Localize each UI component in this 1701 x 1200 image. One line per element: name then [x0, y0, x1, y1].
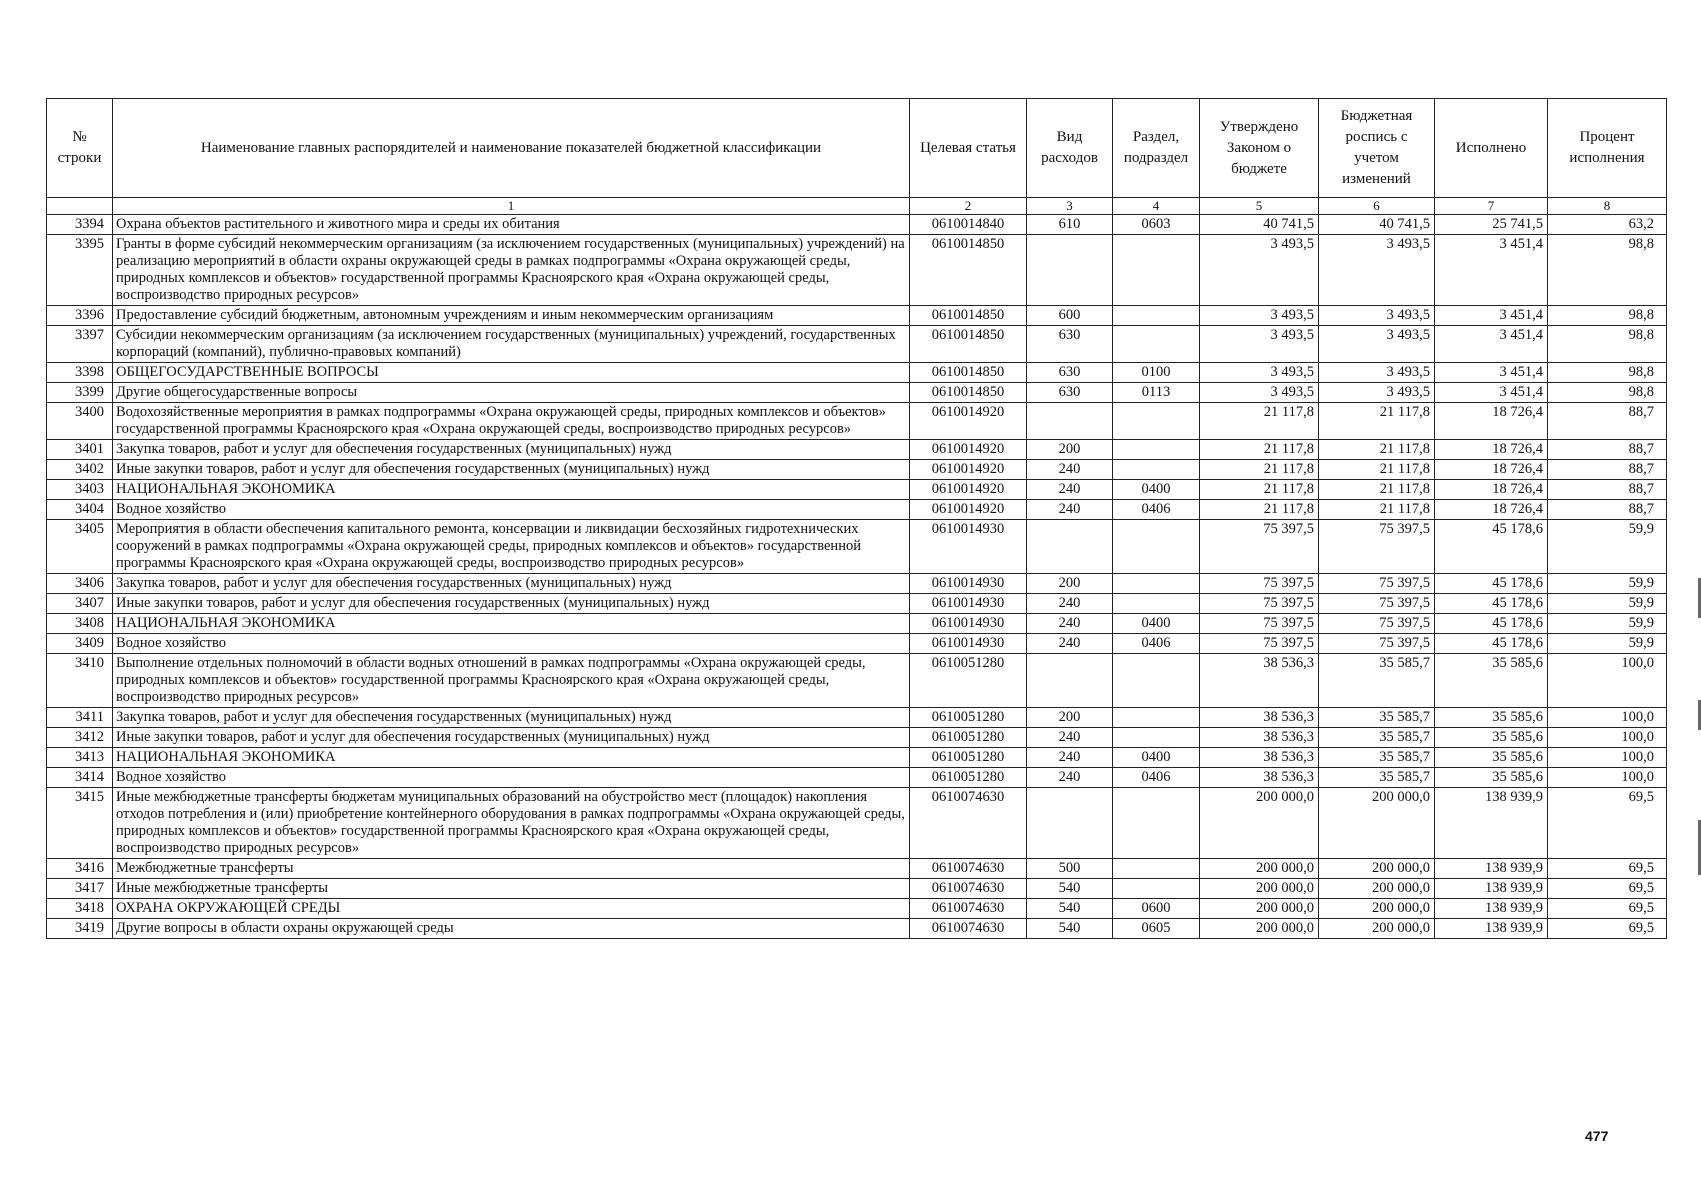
executed-amount: 18 726,4 — [1435, 480, 1548, 500]
executed-amount: 35 585,6 — [1435, 708, 1548, 728]
row-number: 3412 — [47, 728, 113, 748]
col-number: 5 — [1200, 198, 1319, 215]
section-code — [1113, 235, 1200, 306]
section-code — [1113, 654, 1200, 708]
section-code: 0400 — [1113, 480, 1200, 500]
expense-type — [1027, 403, 1113, 440]
table-row — [47, 215, 1667, 235]
budget-amount: 35 585,7 — [1319, 728, 1435, 748]
approved-amount: 38 536,3 — [1200, 768, 1319, 788]
target-article: 0610014930 — [910, 634, 1027, 654]
execution-percent: 98,8 — [1548, 235, 1667, 306]
execution-percent: 100,0 — [1548, 748, 1667, 768]
row-number: 3399 — [47, 383, 113, 403]
row-number: 3405 — [47, 520, 113, 574]
section-code: 0400 — [1113, 614, 1200, 634]
budget-amount: 200 000,0 — [1319, 919, 1435, 939]
execution-percent: 98,8 — [1548, 306, 1667, 326]
table-row — [47, 919, 1667, 939]
table-row — [47, 879, 1667, 899]
target-article: 0610014850 — [910, 235, 1027, 306]
budget-amount: 21 117,8 — [1319, 403, 1435, 440]
approved-amount: 3 493,5 — [1200, 235, 1319, 306]
section-code — [1113, 520, 1200, 574]
budget-amount: 75 397,5 — [1319, 614, 1435, 634]
table-row — [47, 306, 1667, 326]
expense-type: 240 — [1027, 728, 1113, 748]
budget-amount: 75 397,5 — [1319, 520, 1435, 574]
col-number: 7 — [1435, 198, 1548, 215]
execution-percent: 88,7 — [1548, 460, 1667, 480]
approved-amount: 38 536,3 — [1200, 748, 1319, 768]
table-row — [47, 899, 1667, 919]
row-number: 3415 — [47, 788, 113, 859]
approved-amount: 3 493,5 — [1200, 383, 1319, 403]
expense-type: 600 — [1027, 306, 1113, 326]
header-row — [47, 99, 1667, 198]
expense-type: 240 — [1027, 460, 1113, 480]
row-number: 3404 — [47, 500, 113, 520]
approved-amount: 38 536,3 — [1200, 654, 1319, 708]
execution-percent: 59,9 — [1548, 520, 1667, 574]
executed-amount: 3 451,4 — [1435, 326, 1548, 363]
row-name: Охрана объектов растительного и животного мира и среды их обитания — [113, 215, 910, 235]
target-article: 0610051280 — [910, 654, 1027, 708]
executed-amount: 45 178,6 — [1435, 520, 1548, 574]
executed-amount: 45 178,6 — [1435, 594, 1548, 614]
section-code: 0605 — [1113, 919, 1200, 939]
table-row — [47, 788, 1667, 859]
budget-amount: 35 585,7 — [1319, 748, 1435, 768]
col-number: 6 — [1319, 198, 1435, 215]
row-name: Закупка товаров, работ и услуг для обеспечения государственных (муниципальных) нужд — [113, 708, 910, 728]
row-name: Иные закупки товаров, работ и услуг для обеспечения государственных (муниципальных) нужд — [113, 728, 910, 748]
section-code: 0113 — [1113, 383, 1200, 403]
row-name: Субсидии некоммерческим организациям (за исключением государственных (муниципальных) учреждений, государственных корпораций (компаний), публично-правовых компаний) — [113, 326, 910, 363]
expense-type: 240 — [1027, 480, 1113, 500]
approved-amount: 3 493,5 — [1200, 326, 1319, 363]
row-name: ОБЩЕГОСУДАРСТВЕННЫЕ ВОПРОСЫ — [113, 363, 910, 383]
budget-amount: 35 585,7 — [1319, 708, 1435, 728]
target-article: 0610051280 — [910, 768, 1027, 788]
section-code: 0406 — [1113, 500, 1200, 520]
approved-amount: 75 397,5 — [1200, 634, 1319, 654]
executed-amount: 3 451,4 — [1435, 306, 1548, 326]
row-number: 3396 — [47, 306, 113, 326]
target-article: 0610051280 — [910, 748, 1027, 768]
row-name: Водное хозяйство — [113, 768, 910, 788]
execution-percent: 100,0 — [1548, 654, 1667, 708]
section-code — [1113, 440, 1200, 460]
budget-amount: 75 397,5 — [1319, 574, 1435, 594]
budget-amount: 35 585,7 — [1319, 654, 1435, 708]
row-number: 3397 — [47, 326, 113, 363]
executed-amount: 45 178,6 — [1435, 614, 1548, 634]
expense-type: 200 — [1027, 708, 1113, 728]
budget-amount: 3 493,5 — [1319, 306, 1435, 326]
target-article: 0610014930 — [910, 520, 1027, 574]
row-name: Выполнение отдельных полномочий в области водных отношений в рамках подпрограммы «Охрана окружающей среды, природных комплексов и объектов» государственной программы Красноярского края «Охрана окружающей среды, воспроизводство природных ресурсов» — [113, 654, 910, 708]
approved-amount: 21 117,8 — [1200, 460, 1319, 480]
budget-amount: 3 493,5 — [1319, 326, 1435, 363]
expense-type: 540 — [1027, 919, 1113, 939]
section-code — [1113, 574, 1200, 594]
execution-percent: 59,9 — [1548, 594, 1667, 614]
execution-percent: 59,9 — [1548, 614, 1667, 634]
executed-amount: 35 585,6 — [1435, 748, 1548, 768]
approved-amount: 3 493,5 — [1200, 306, 1319, 326]
section-code — [1113, 306, 1200, 326]
target-article: 0610014850 — [910, 383, 1027, 403]
budget-amount: 21 117,8 — [1319, 460, 1435, 480]
execution-percent: 69,5 — [1548, 919, 1667, 939]
row-name: Закупка товаров, работ и услуг для обеспечения государственных (муниципальных) нужд — [113, 574, 910, 594]
target-article: 0610014840 — [910, 215, 1027, 235]
header-name: Наименование главных распорядителей и наименование показателей бюджетной классификации — [113, 99, 910, 198]
col-number: 2 — [910, 198, 1027, 215]
table-row — [47, 460, 1667, 480]
col-number: 1 — [113, 198, 910, 215]
header-executed: Исполнено — [1435, 99, 1548, 198]
executed-amount: 18 726,4 — [1435, 500, 1548, 520]
row-name: Иные закупки товаров, работ и услуг для обеспечения государственных (муниципальных) нужд — [113, 460, 910, 480]
budget-amount: 3 493,5 — [1319, 235, 1435, 306]
row-name: Мероприятия в области обеспечения капитального ремонта, консервации и ликвидации бесхозяйных гидротехнических сооружений в рамках подпрограммы «Охрана окружающей среды, природных комплексов и объектов» государственной программы Красноярского края «Охрана окружающей среды, воспроизводство природных ресурсов» — [113, 520, 910, 574]
table-row — [47, 634, 1667, 654]
expense-type: 540 — [1027, 879, 1113, 899]
row-number: 3402 — [47, 460, 113, 480]
row-number: 3395 — [47, 235, 113, 306]
execution-percent: 100,0 — [1548, 768, 1667, 788]
target-article: 0610014930 — [910, 574, 1027, 594]
row-name: Гранты в форме субсидий некоммерческим организациям (за исключением государственных (муниципальных) учреждений) на реализацию мероприятий в области охраны окружающей среды в рамках подпрограммы «Охрана окружающей среды, природных комплексов и объектов» государственной программы Красноярского края «Охрана окружающей среды, воспроизводство природных ресурсов» — [113, 235, 910, 306]
executed-amount: 3 451,4 — [1435, 363, 1548, 383]
table-row — [47, 574, 1667, 594]
execution-percent: 100,0 — [1548, 728, 1667, 748]
executed-amount: 18 726,4 — [1435, 403, 1548, 440]
executed-amount: 35 585,6 — [1435, 768, 1548, 788]
budget-amount: 40 741,5 — [1319, 215, 1435, 235]
execution-percent: 100,0 — [1548, 708, 1667, 728]
section-code: 0100 — [1113, 363, 1200, 383]
row-number: 3416 — [47, 859, 113, 879]
header-exp-type: Вид расходов — [1027, 99, 1113, 198]
row-number: 3408 — [47, 614, 113, 634]
budget-amount: 200 000,0 — [1319, 899, 1435, 919]
budget-amount: 21 117,8 — [1319, 480, 1435, 500]
column-number-row — [47, 198, 1667, 215]
executed-amount: 138 939,9 — [1435, 899, 1548, 919]
section-code — [1113, 403, 1200, 440]
budget-amount: 21 117,8 — [1319, 440, 1435, 460]
target-article: 0610051280 — [910, 728, 1027, 748]
execution-percent: 63,2 — [1548, 215, 1667, 235]
row-name: НАЦИОНАЛЬНАЯ ЭКОНОМИКА — [113, 614, 910, 634]
expense-type: 240 — [1027, 748, 1113, 768]
expense-type: 240 — [1027, 768, 1113, 788]
approved-amount: 21 117,8 — [1200, 403, 1319, 440]
target-article: 0610014920 — [910, 403, 1027, 440]
section-code — [1113, 728, 1200, 748]
row-number: 3400 — [47, 403, 113, 440]
expense-type — [1027, 788, 1113, 859]
target-article: 0610074630 — [910, 879, 1027, 899]
row-name: НАЦИОНАЛЬНАЯ ЭКОНОМИКА — [113, 480, 910, 500]
approved-amount: 38 536,3 — [1200, 708, 1319, 728]
target-article: 0610074630 — [910, 788, 1027, 859]
table-row — [47, 383, 1667, 403]
execution-percent: 98,8 — [1548, 383, 1667, 403]
expense-type — [1027, 235, 1113, 306]
expense-type: 630 — [1027, 326, 1113, 363]
expense-type: 630 — [1027, 363, 1113, 383]
table-row — [47, 520, 1667, 574]
row-name: ОХРАНА ОКРУЖАЮЩЕЙ СРЕДЫ — [113, 899, 910, 919]
row-name: Другие вопросы в области охраны окружающей среды — [113, 919, 910, 939]
header-approved: Утверждено Законом о бюджете — [1200, 99, 1319, 198]
target-article: 0610014930 — [910, 614, 1027, 634]
row-number: 3419 — [47, 919, 113, 939]
row-number: 3407 — [47, 594, 113, 614]
approved-amount: 200 000,0 — [1200, 919, 1319, 939]
executed-amount: 138 939,9 — [1435, 879, 1548, 899]
header-target: Целевая статья — [910, 99, 1027, 198]
header-section: Раздел, подраздел — [1113, 99, 1200, 198]
execution-percent: 88,7 — [1548, 500, 1667, 520]
expense-type: 500 — [1027, 859, 1113, 879]
execution-percent: 69,5 — [1548, 879, 1667, 899]
expense-type: 200 — [1027, 574, 1113, 594]
row-name: Другие общегосударственные вопросы — [113, 383, 910, 403]
target-article: 0610014920 — [910, 480, 1027, 500]
executed-amount: 3 451,4 — [1435, 383, 1548, 403]
target-article: 0610074630 — [910, 899, 1027, 919]
execution-percent: 69,5 — [1548, 899, 1667, 919]
executed-amount: 25 741,5 — [1435, 215, 1548, 235]
budget-amount: 3 493,5 — [1319, 383, 1435, 403]
col-number: 8 — [1548, 198, 1667, 215]
target-article: 0610051280 — [910, 708, 1027, 728]
execution-percent: 88,7 — [1548, 480, 1667, 500]
header-row-no: № строки — [47, 99, 113, 198]
target-article: 0610014920 — [910, 440, 1027, 460]
table-row — [47, 748, 1667, 768]
target-article: 0610014850 — [910, 363, 1027, 383]
table-row — [47, 403, 1667, 440]
row-number: 3401 — [47, 440, 113, 460]
table-row — [47, 480, 1667, 500]
row-number: 3398 — [47, 363, 113, 383]
row-number: 3413 — [47, 748, 113, 768]
row-name: НАЦИОНАЛЬНАЯ ЭКОНОМИКА — [113, 748, 910, 768]
approved-amount: 75 397,5 — [1200, 520, 1319, 574]
section-code — [1113, 708, 1200, 728]
section-code: 0603 — [1113, 215, 1200, 235]
table-row — [47, 768, 1667, 788]
row-name: Иные закупки товаров, работ и услуг для обеспечения государственных (муниципальных) нужд — [113, 594, 910, 614]
section-code — [1113, 460, 1200, 480]
expense-type: 240 — [1027, 594, 1113, 614]
executed-amount: 138 939,9 — [1435, 859, 1548, 879]
row-number: 3406 — [47, 574, 113, 594]
target-article: 0610014850 — [910, 306, 1027, 326]
execution-percent: 88,7 — [1548, 403, 1667, 440]
executed-amount: 138 939,9 — [1435, 788, 1548, 859]
row-number: 3417 — [47, 879, 113, 899]
table-row — [47, 614, 1667, 634]
budget-amount: 200 000,0 — [1319, 859, 1435, 879]
expense-type: 540 — [1027, 899, 1113, 919]
approved-amount: 75 397,5 — [1200, 574, 1319, 594]
target-article: 0610014850 — [910, 326, 1027, 363]
budget-amount: 75 397,5 — [1319, 594, 1435, 614]
approved-amount: 200 000,0 — [1200, 899, 1319, 919]
budget-amount: 200 000,0 — [1319, 879, 1435, 899]
execution-percent: 98,8 — [1548, 326, 1667, 363]
budget-amount: 200 000,0 — [1319, 788, 1435, 859]
budget-table-sheet — [46, 98, 1666, 939]
approved-amount: 21 117,8 — [1200, 500, 1319, 520]
section-code — [1113, 326, 1200, 363]
target-article: 0610074630 — [910, 859, 1027, 879]
target-article: 0610014920 — [910, 500, 1027, 520]
executed-amount: 18 726,4 — [1435, 440, 1548, 460]
row-name: Водное хозяйство — [113, 634, 910, 654]
table-row — [47, 440, 1667, 460]
section-code: 0600 — [1113, 899, 1200, 919]
table-row — [47, 594, 1667, 614]
section-code: 0406 — [1113, 768, 1200, 788]
approved-amount: 75 397,5 — [1200, 614, 1319, 634]
expense-type: 240 — [1027, 634, 1113, 654]
target-article: 0610014920 — [910, 460, 1027, 480]
expense-type: 200 — [1027, 440, 1113, 460]
row-name: Иные межбюджетные трансферты бюджетам муниципальных образований на обустройство мест (площадок) накопления отходов потребления и (или) приобретение контейнерного оборудования в рамках подпрограммы «Охрана окружающей среды, природных комплексов и объектов» государственной программы Красноярского края «Охрана окружающей среды, воспроизводство природных ресурсов» — [113, 788, 910, 859]
section-code — [1113, 859, 1200, 879]
table-row — [47, 859, 1667, 879]
col-number: 3 — [1027, 198, 1113, 215]
page-number: 477 — [1585, 1128, 1609, 1144]
approved-amount: 200 000,0 — [1200, 879, 1319, 899]
header-budget: Бюджетная роспись с учетом изменений — [1319, 99, 1435, 198]
budget-amount: 21 117,8 — [1319, 500, 1435, 520]
executed-amount: 138 939,9 — [1435, 919, 1548, 939]
row-name: Закупка товаров, работ и услуг для обеспечения государственных (муниципальных) нужд — [113, 440, 910, 460]
section-code: 0400 — [1113, 748, 1200, 768]
expense-type — [1027, 654, 1113, 708]
row-number: 3418 — [47, 899, 113, 919]
expense-type: 240 — [1027, 500, 1113, 520]
header-percent: Процент исполнения — [1548, 99, 1667, 198]
row-name: Водное хозяйство — [113, 500, 910, 520]
expense-type: 630 — [1027, 383, 1113, 403]
row-name: Иные межбюджетные трансферты — [113, 879, 910, 899]
section-code — [1113, 879, 1200, 899]
approved-amount: 75 397,5 — [1200, 594, 1319, 614]
table-row — [47, 500, 1667, 520]
approved-amount: 38 536,3 — [1200, 728, 1319, 748]
execution-percent: 69,5 — [1548, 788, 1667, 859]
approved-amount: 21 117,8 — [1200, 480, 1319, 500]
executed-amount: 45 178,6 — [1435, 574, 1548, 594]
budget-amount: 75 397,5 — [1319, 634, 1435, 654]
table-body — [47, 215, 1667, 939]
approved-amount: 3 493,5 — [1200, 363, 1319, 383]
execution-percent: 59,9 — [1548, 574, 1667, 594]
table-row — [47, 728, 1667, 748]
row-number: 3409 — [47, 634, 113, 654]
row-name: Водохозяйственные мероприятия в рамках подпрограммы «Охрана окружающей среды, природных комплексов и объектов» государственной программы Красноярского края «Охрана окружающей среды, воспроизводство природных ресурсов» — [113, 403, 910, 440]
table-row — [47, 363, 1667, 383]
row-number: 3410 — [47, 654, 113, 708]
execution-percent: 88,7 — [1548, 440, 1667, 460]
col-number: 4 — [1113, 198, 1200, 215]
row-number: 3414 — [47, 768, 113, 788]
approved-amount: 40 741,5 — [1200, 215, 1319, 235]
execution-percent: 69,5 — [1548, 859, 1667, 879]
section-code — [1113, 788, 1200, 859]
execution-percent: 59,9 — [1548, 634, 1667, 654]
approved-amount: 21 117,8 — [1200, 440, 1319, 460]
table-row — [47, 654, 1667, 708]
row-number: 3394 — [47, 215, 113, 235]
row-number: 3403 — [47, 480, 113, 500]
budget-amount: 35 585,7 — [1319, 768, 1435, 788]
row-number: 3411 — [47, 708, 113, 728]
row-name: Предоставление субсидий бюджетным, автономным учреждениям и иным некоммерческим организациям — [113, 306, 910, 326]
executed-amount: 35 585,6 — [1435, 654, 1548, 708]
section-code: 0406 — [1113, 634, 1200, 654]
executed-amount: 45 178,6 — [1435, 634, 1548, 654]
expense-type: 610 — [1027, 215, 1113, 235]
col-number — [47, 198, 113, 215]
approved-amount: 200 000,0 — [1200, 788, 1319, 859]
table-row — [47, 326, 1667, 363]
table-row — [47, 235, 1667, 306]
budget-amount: 3 493,5 — [1319, 363, 1435, 383]
approved-amount: 200 000,0 — [1200, 859, 1319, 879]
budget-execution-table — [46, 98, 1667, 939]
section-code — [1113, 594, 1200, 614]
expense-type: 240 — [1027, 614, 1113, 634]
executed-amount: 18 726,4 — [1435, 460, 1548, 480]
target-article: 0610074630 — [910, 919, 1027, 939]
executed-amount: 3 451,4 — [1435, 235, 1548, 306]
row-name: Межбюджетные трансферты — [113, 859, 910, 879]
execution-percent: 98,8 — [1548, 363, 1667, 383]
table-row — [47, 708, 1667, 728]
expense-type — [1027, 520, 1113, 574]
target-article: 0610014930 — [910, 594, 1027, 614]
executed-amount: 35 585,6 — [1435, 728, 1548, 748]
